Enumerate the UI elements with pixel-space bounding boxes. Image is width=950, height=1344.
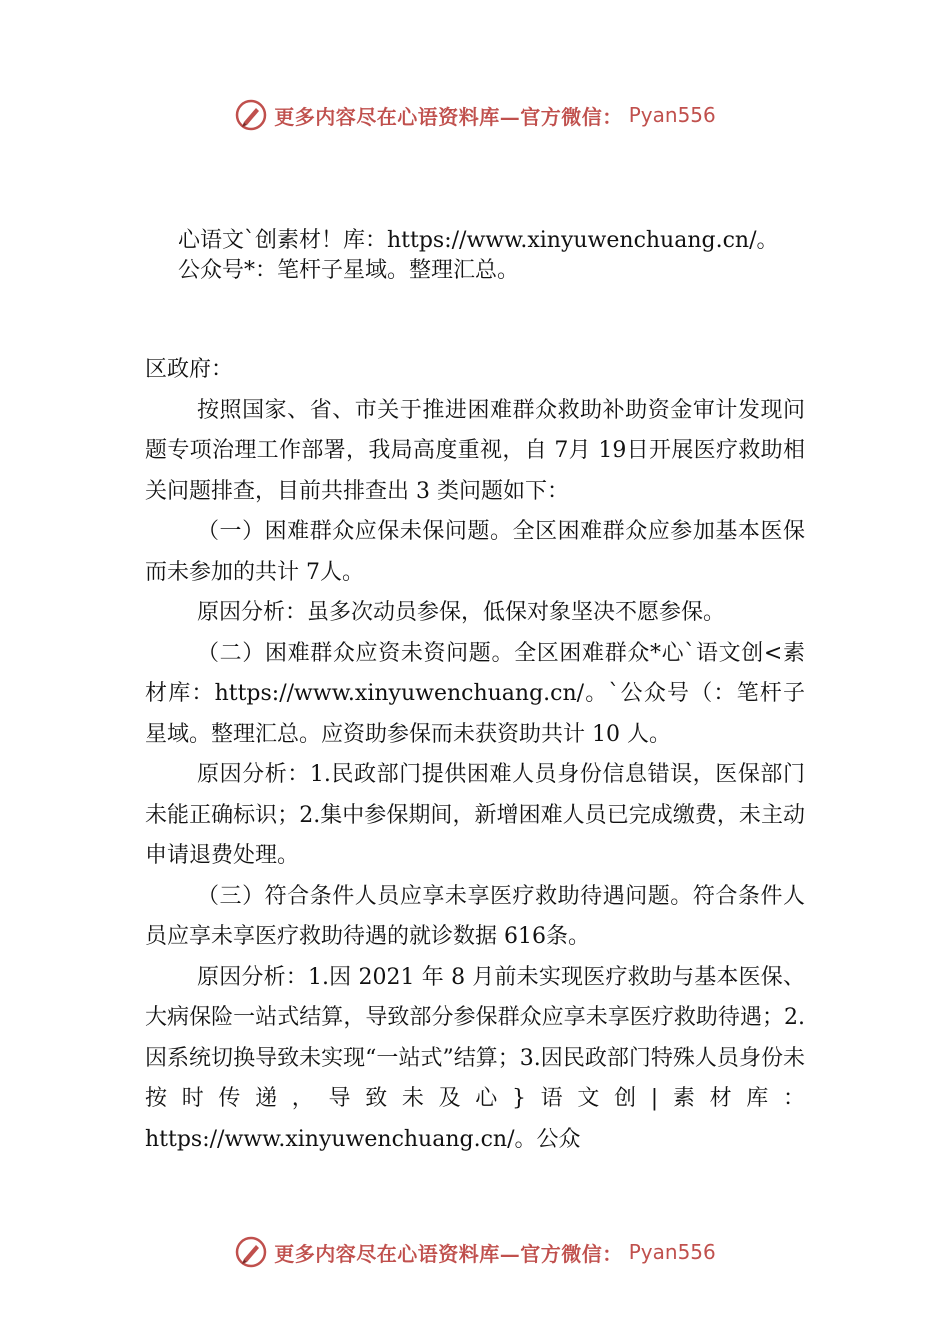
banner-wechat-id: Pyan556	[628, 1240, 716, 1264]
source-note	[178, 226, 878, 286]
banner-text: 更多内容尽在心语资料库—官方微信：	[274, 1241, 623, 1266]
paragraph-intro: 按照国家、省、市关于推进困难群众救助补助资金审计发现问题专项治理工作部署，我局高度重视，自 7月 19日开展医疗救助相关问题排查，目前共排查出 3 类问题如下：	[145, 397, 805, 504]
letter-body	[145, 350, 805, 1160]
salutation: 区政府：	[145, 357, 234, 382]
pen-logo-icon	[234, 98, 268, 132]
paragraph-analysis-1: 原因分析：虽多次动员参保，低保对象坚决不愿参保。	[197, 600, 726, 625]
paragraph-analysis-2: 原因分析：1.民政部门提供困难人员身份信息错误，医保部门未能正确标识；2.集中参保期间，新增困难人员已完成缴费，未主动申请退费处理。	[145, 762, 805, 868]
source-note-line-2: 公众号*：笔杆子星域。整理汇总。	[178, 258, 520, 283]
source-note-line-1: 心语文`创素材！库：https://www.xinyuwenchuang.cn/。	[178, 228, 779, 253]
footer-banner	[0, 1232, 950, 1272]
paragraph-issue-1: （一）困难群众应保未保问题。全区困难群众应参加基本医保而未参加的共计 7人。	[145, 519, 805, 585]
paragraph-issue-3: （三）符合条件人员应享未享医疗救助待遇问题。符合条件人员应享未享医疗救助待遇的就诊数据 616条。	[145, 883, 805, 949]
paragraph-issue-2: （二）困难群众应资未资问题。全区困难群众*心`语文创<素材库：https://www.xinyuwenchuang.cn/。`公众号（：笔杆子星域。整理汇总。应资助参保而未获资助共计 10 人。	[145, 640, 805, 747]
pen-logo-icon	[234, 1235, 268, 1269]
paragraph-analysis-3: 原因分析：1.因 2021 年 8 月前未实现医疗救助与基本医保、大病保险一站式结算，导致部分参保群众应享未享医疗救助待遇；2.因系统切换导致未实现“一站式”结算；3.因民政部门特殊人员身份未按时传递，导致未及心}语文创|素材库：https://www.xinyuwenchuang.cn/。公众	[145, 964, 805, 1152]
banner-text: 更多内容尽在心语资料库—官方微信：	[274, 104, 623, 129]
header-banner	[0, 95, 950, 135]
banner-wechat-id: Pyan556	[628, 103, 716, 127]
